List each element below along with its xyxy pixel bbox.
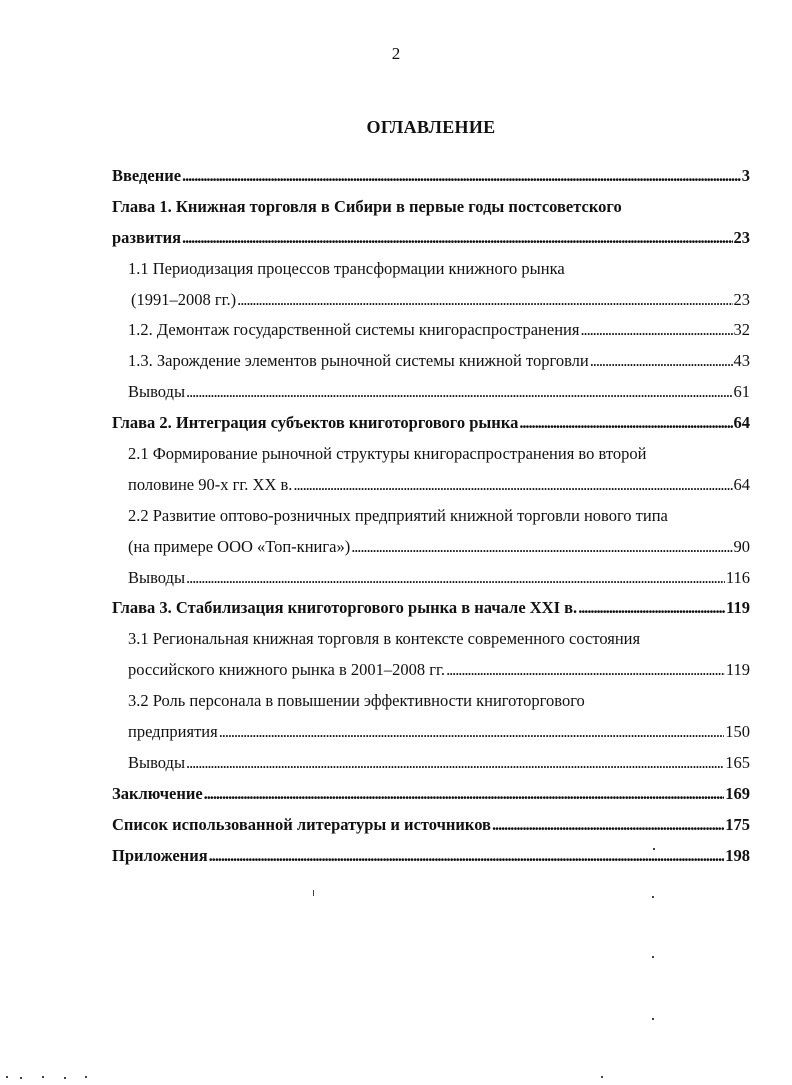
toc-entry-page: 119 — [726, 598, 750, 618]
toc-entry-section-1-1-cont[interactable] — [112, 290, 750, 321]
leader-dots — [237, 290, 732, 310]
toc-entry-label: половине 90-х гг. XX в. — [128, 474, 293, 494]
leader-dots — [519, 413, 732, 433]
page-number: 2 — [391, 44, 401, 63]
toc-entry-label: Выводы — [128, 567, 186, 587]
leader-dots — [209, 846, 725, 866]
toc-entry-appendices[interactable] — [112, 846, 750, 877]
toc-entry-page: 61 — [733, 382, 750, 402]
toc-entry-section-1-2[interactable] — [112, 320, 750, 351]
leader-dots — [492, 815, 724, 835]
toc-entry-label: 1.1 Периодизация процессов трансформации книжного рынка — [128, 258, 565, 278]
toc-title: ОГЛАВЛЕНИЕ — [366, 117, 496, 137]
toc-entry-label: (на примере ООО «Топ-книга») — [128, 536, 351, 556]
leader-dots — [182, 228, 732, 248]
scan-speck — [601, 1076, 603, 1078]
leader-dots — [204, 784, 725, 804]
scan-speck — [20, 1077, 22, 1079]
toc-entry-page: 165 — [725, 752, 750, 772]
toc-entry-page: 198 — [725, 845, 750, 865]
scan-speck — [652, 896, 654, 898]
toc-entry-page: 64 — [733, 413, 750, 433]
toc-entry-page: 90 — [733, 536, 750, 556]
toc-entry-label: Список использованной литературы и источников — [112, 814, 491, 834]
toc-entry-page: 169 — [725, 783, 750, 803]
leader-dots — [578, 598, 725, 618]
leader-dots — [186, 568, 725, 588]
toc-entry-label: Глава 3. Стабилизация книготоргового рынка в начале XXI в. — [112, 598, 578, 618]
toc-entry-section-2-1[interactable] — [112, 444, 750, 475]
toc-entry-section-1-3[interactable] — [112, 351, 750, 382]
toc-entry-label: Глава 1. Книжная торговля в Сибири в первые годы постсоветского — [112, 196, 622, 216]
toc-entry-section-3-1[interactable] — [112, 629, 750, 660]
toc-entry-section-2-1-cont[interactable] — [112, 475, 750, 506]
toc-entry-label: российского книжного рынка в 2001–2008 гг. — [128, 660, 446, 680]
toc-entry-label: 2.2 Развитие оптово-розничных предприятий книжной торговли нового типа — [128, 505, 668, 525]
toc-entry-bibliography[interactable] — [112, 815, 750, 846]
scan-speck — [85, 1076, 87, 1078]
toc-entry-section-3-1-cont[interactable] — [112, 660, 750, 691]
toc-entry-introduction[interactable] — [112, 166, 750, 197]
toc-entry-conclusions-1[interactable] — [112, 382, 750, 413]
toc-entry-conclusions-2[interactable] — [112, 568, 750, 599]
toc-entry-page: 3 — [741, 166, 750, 185]
toc-entry-chapter-1-cont[interactable] — [112, 228, 750, 259]
toc-entry-label: 3.1 Региональная книжная торговля в контексте современного состояния — [128, 629, 641, 649]
toc-entry-label: 1.2. Демонтаж государственной системы книгораспространения — [128, 320, 580, 340]
toc-entry-page: 23 — [733, 227, 750, 247]
leader-dots — [186, 382, 732, 402]
toc-entry-label: 1.3. Зарождение элементов рыночной системы книжной торговли — [128, 351, 589, 371]
toc-entry-page: 64 — [733, 474, 750, 494]
toc-entry-page: 32 — [733, 320, 750, 340]
toc-entry-chapter-1[interactable] — [112, 197, 750, 228]
toc-entry-label: предприятия — [128, 722, 218, 742]
leader-dots — [580, 320, 732, 340]
leader-dots — [351, 537, 732, 557]
toc-entry-page: 23 — [733, 289, 750, 309]
toc-entry-chapter-3[interactable] — [112, 598, 750, 629]
toc-entry-label: Выводы — [128, 752, 186, 772]
toc-entry-label: Выводы — [128, 382, 186, 402]
toc-entry-label: (1991–2008 гг.) — [131, 289, 237, 309]
toc-entry-conclusion[interactable] — [112, 784, 750, 815]
scan-speck — [652, 956, 654, 958]
toc-entry-page: 175 — [725, 814, 750, 834]
scan-speck — [313, 890, 314, 896]
toc-entry-section-2-2[interactable] — [112, 506, 750, 537]
toc-entry-label: развития — [112, 227, 182, 247]
toc-entry-conclusions-3[interactable] — [112, 753, 750, 784]
toc-entry-page: 116 — [725, 567, 750, 587]
toc-entry-label: 3.2 Роль персонала в повышении эффективности книготоргового — [128, 691, 585, 711]
scan-speck — [653, 848, 655, 850]
toc-entry-label: 2.1 Формирование рыночной структуры книгораспространения во второй — [128, 444, 647, 464]
toc-entry-page: 43 — [733, 351, 750, 371]
toc-entry-section-3-2[interactable] — [112, 691, 750, 722]
toc-entry-chapter-2[interactable] — [112, 413, 750, 444]
leader-dots — [446, 660, 725, 680]
scan-speck — [652, 1018, 654, 1020]
scan-speck — [64, 1077, 66, 1079]
leader-dots — [186, 753, 724, 773]
leader-dots — [293, 475, 732, 495]
table-of-contents — [112, 166, 750, 876]
scan-speck — [42, 1076, 44, 1078]
toc-entry-section-3-2-cont[interactable] — [112, 722, 750, 753]
toc-entry-section-2-2-cont[interactable] — [112, 537, 750, 568]
toc-entry-label: Заключение — [112, 783, 203, 803]
toc-entry-page: 150 — [725, 722, 750, 742]
toc-entry-page: 119 — [725, 660, 750, 680]
leader-dots — [182, 166, 741, 186]
toc-entry-label: Глава 2. Интеграция субъектов книготоргового рынка — [112, 413, 519, 433]
toc-entry-label: Приложения — [112, 845, 208, 865]
scan-speck — [6, 1076, 8, 1078]
toc-entry-section-1-1[interactable] — [112, 259, 750, 290]
leader-dots — [590, 351, 733, 371]
leader-dots — [219, 722, 725, 742]
toc-entry-label: Введение — [112, 166, 182, 185]
